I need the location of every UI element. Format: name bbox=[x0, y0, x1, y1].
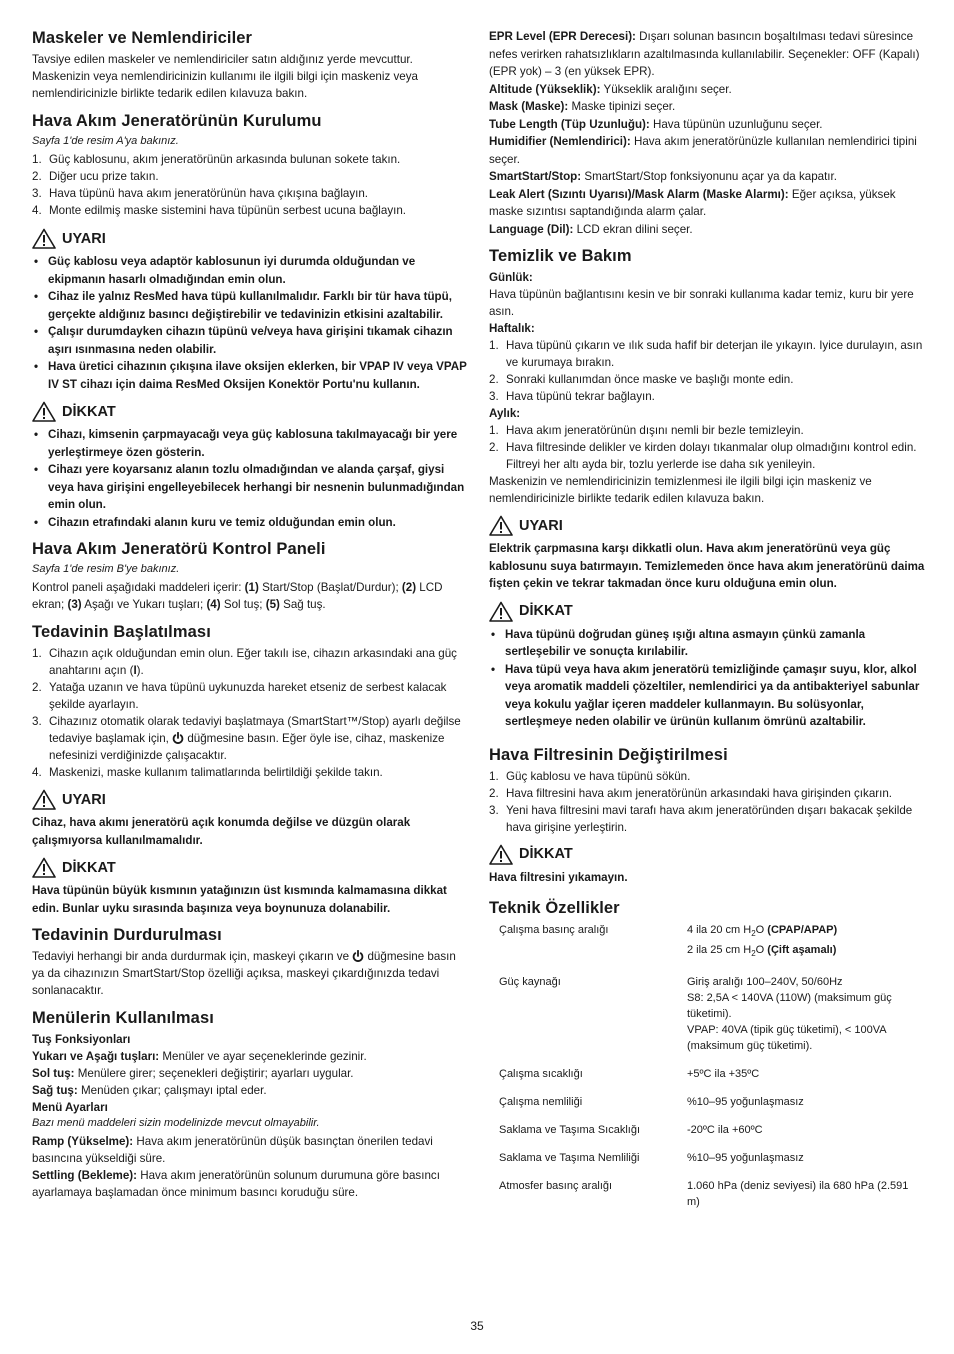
caution-text: Hava tüpünün büyük kısmının yatağınızın üst kısmında kalmamasına dikkat edin. Bunlar uyku sırasında başınıza veya boynunuza dolanabilir. bbox=[32, 884, 447, 915]
list-item: • Hava tüpünü doğrudan güneş ışığı altına asmayın çünkü zamanla sertleşebilir ve sonuçta kırılabilir. bbox=[489, 626, 926, 661]
section-title: Menülerin Kullanılması bbox=[32, 1009, 214, 1027]
spec-value: %10–95 yoğunlaşmasız bbox=[687, 1152, 804, 1165]
key-definition: Sağ tuş: Menüden çıkar; çalışmayı iptal eder. bbox=[32, 1084, 267, 1097]
list-item: 2. Sonraki kullanımdan önce maske ve başlığı monte edin. bbox=[489, 373, 794, 386]
section-control-panel bbox=[32, 539, 468, 613]
menu-definition: Leak Alert (Sızıntı Uyarısı)/Mask Alarm (Maske Alarmı): Eğer açıksa, yüksek maske sızıntısı saptandığında alarm çalar. bbox=[489, 187, 896, 218]
section-title: Hava Akım Jeneratörü Kontrol Paneli bbox=[32, 540, 326, 558]
section-body: Hava tüpünün bağlantısını kesin ve bir sonraki kullanıma kadar temiz, kuru bir yere asın. bbox=[489, 288, 914, 318]
table-row bbox=[489, 1178, 919, 1222]
steps-list bbox=[32, 645, 468, 781]
list-item: • Hava üretici cihazının çıkışına ilave oksijen eklerken, bir VPAP IV veya VPAP IV ST cihazı için daima ResMed Oksijen Konektör Portu'nu kullanın. bbox=[32, 358, 468, 393]
caution-box bbox=[489, 601, 926, 731]
warning-triangle-icon bbox=[32, 401, 56, 422]
table-row bbox=[489, 1094, 919, 1122]
list-item: 3. Cihazınız otomatik olarak tedaviyi başlatmaya (SmartStart™/Stop) ayarlı değilse tedaviye başlamak için, düğmesine basın. Eğer öyle ise, cihaz, maskenize nefesinizi verdiğinizde çalışacaktır. bbox=[32, 715, 461, 762]
steps-list bbox=[32, 151, 468, 219]
spec-key: Saklama ve Taşıma Nemliliği bbox=[499, 1152, 640, 1165]
section-title: Maskeler ve Nemlendiriciler bbox=[32, 29, 253, 47]
section-setup bbox=[32, 111, 468, 219]
spec-key: Çalışma nemliliği bbox=[499, 1096, 583, 1109]
section-title: Temizlik ve Bakım bbox=[489, 247, 632, 265]
menu-definition: Altitude (Yükseklik): Yükseklik aralığını seçer. bbox=[489, 82, 732, 96]
warning-list bbox=[32, 253, 468, 393]
section-masks bbox=[32, 28, 468, 102]
list-item: 1. Cihazın açık olduğundan emin olun. Eğer takılı ise, cihazın arkasındaki ana güç anahtarını açın (I). bbox=[32, 647, 457, 677]
warning-heading: UYARI bbox=[489, 515, 926, 536]
spec-key: Saklama ve Taşıma Sıcaklığı bbox=[499, 1124, 641, 1137]
section-body: Maskenizin ve nemlendiricinizin temizlenmesi ile ilgili bilgi için maskeniz ve nemlendiricinizle birlikte tedarik edilen kılavuza bakın. bbox=[489, 475, 872, 505]
list-item: 2. Hava filtresini hava akım jeneratörünün arkasındaki hava girişinden çıkarın. bbox=[489, 786, 893, 800]
caution-heading: DİKKAT bbox=[32, 401, 468, 422]
note: Bazı menü maddeleri sizin modelinizde mevcut olmayabilir. bbox=[32, 1117, 320, 1129]
key-definition: Sol tuş: Menülere girer; seçenekleri değiştirir; ayarları uygular. bbox=[32, 1067, 354, 1080]
section-menus bbox=[32, 1008, 468, 1201]
caution-heading: DİKKAT bbox=[32, 857, 468, 878]
section-title: Tedavinin Başlatılması bbox=[32, 623, 211, 641]
caution-list bbox=[489, 626, 926, 731]
list-item: • Güç kablosu veya adaptör kablosunun iyi durumda olduğundan ve ekipmanın hasarlı olmadığından emin olun. bbox=[32, 253, 468, 288]
list-item: • Cihazı, kimsenin çarpmayacağı veya güç kablosuna takılmayacağı bir yere yerleştirmeye özen gösterin. bbox=[32, 426, 468, 461]
spec-value: +5ºC ila +35ºC bbox=[687, 1068, 760, 1081]
warning-heading: UYARI bbox=[32, 789, 468, 810]
section-title: Hava Filtresinin Değiştirilmesi bbox=[489, 745, 728, 764]
list-item: 3. Hava tüpünü hava akım jeneratörünün hava çıkışına bağlayın. bbox=[32, 187, 369, 200]
list-item: • Hava tüpü veya hava akım jeneratörü temizliğinde çamaşır suyu, klor, alkol veya aromatik maddeli çözeltiler, nemlendirici ya da antibakteriyel sabunlar veya kokulu yağlar içeren maddeler kullanmayın. Bu solüsyonlar, sertleşmeye neden olabilir ve ürünün kullanım ömrünü azaltabilir. bbox=[489, 661, 926, 731]
table-row bbox=[489, 1066, 919, 1094]
menu-definition: Language (Dil): LCD ekran dilini seçer. bbox=[489, 222, 693, 236]
list-item: 2. Hava filtresinde delikler ve kirden dolayı tıkanmalar olup olmadığını kontrol edin. Filtreyi her altı ayda bir, tozlu yerlerde ise daha sık yenileyin. bbox=[489, 441, 917, 471]
caution-box bbox=[489, 844, 926, 887]
spec-value: 4 ila 20 cm $H_2O$ (CPAP/APAP) 2 ila 25 cm $H_2O$ (Çift aşamalı) bbox=[687, 924, 838, 959]
caution-box bbox=[32, 401, 468, 531]
section-body: Tavsiye edilen maskeler ve nemlendiriciler satın aldığınız yerde mevcuttur. Maskenizin veya nemlendiricinizin kullanımı ile ilgili bilgi için maskeniz veya nemlendiricinizle birlikte tedarik edilen kılavuza bakın. bbox=[32, 53, 418, 100]
subheading: Haftalık: bbox=[489, 322, 535, 335]
section-title: Teknik Özellikler bbox=[489, 899, 620, 917]
warning-box bbox=[489, 515, 926, 593]
section-cleaning bbox=[489, 246, 926, 507]
list-item: 1. Güç kablosunu, akım jeneratörünün arkasında bulunan sokete takın. bbox=[32, 153, 401, 166]
subheading: Günlük: bbox=[489, 271, 533, 284]
caution-box bbox=[32, 857, 468, 917]
spec-value: %10–95 yoğunlaşmasız bbox=[687, 1096, 804, 1109]
caution-text: Hava filtresini yıkamayın. bbox=[489, 870, 628, 884]
warning-triangle-icon bbox=[489, 515, 513, 536]
list-item: 1. Hava akım jeneratörünün dışını nemli bir bezle temizleyin. bbox=[489, 424, 804, 437]
menu-definition: EPR Level (EPR Derecesi): Dışarı solunan basıncın boşaltılması tedavi süresince nefes verirken rahatsızlıkların azaltılmasında kullanılabilir. Seçenekler: OFF (Kapalı) (EPR yok) – 3 (en yüksek EPR). bbox=[489, 30, 920, 78]
spec-table bbox=[489, 922, 919, 1222]
caution-heading: DİKKAT bbox=[489, 844, 926, 865]
section-body: Tedaviyi herhangi bir anda durdurmak için, maskeyi çıkarın ve düğmesine basın ya da cihazınızın SmartStart/Stop özelliği açıksa, maskeyi çıkardığınızda tedavi sonlanacaktır. bbox=[32, 950, 456, 997]
list-item: • Cihazın etrafındaki alanın kuru ve temiz olduğundan emin olun. bbox=[32, 514, 468, 532]
section-title: Tedavinin Durdurulması bbox=[32, 926, 222, 944]
subheading: Menü Ayarları bbox=[32, 1101, 108, 1114]
menu-definition: Settling (Bekleme): Hava akım jeneratörünün solunum durumuna göre basıncı ayarlamaya başlamadan önce minimum basıncı koruduğu süre. bbox=[32, 1169, 440, 1199]
figure-reference: Sayfa 1'de resim B'ye bakınız. bbox=[32, 563, 180, 575]
spec-key: Çalışma sıcaklığı bbox=[499, 1068, 583, 1081]
warning-text: Elektrik çarpmasına karşı dikkatli olun. Hava akım jeneratörünü veya güç kablosunu suya batırmayın. Temizlemeden önce hava akım jeneratörünü daima fişten çekin ve tekrar takmadan önce kuru olduğuna emin olun. bbox=[489, 542, 925, 590]
table-row bbox=[489, 1150, 919, 1178]
warning-box bbox=[32, 789, 468, 849]
spec-key: Çalışma basınç aralığı bbox=[499, 924, 609, 936]
subheading: Tuş Fonksiyonları bbox=[32, 1033, 131, 1046]
section-stop-therapy bbox=[32, 925, 468, 999]
warning-triangle-icon bbox=[32, 857, 56, 878]
warning-heading: UYARI bbox=[32, 228, 468, 249]
list-item: 4. Monte edilmiş maske sistemini hava tüpünün serbest ucuna bağlayın. bbox=[32, 204, 407, 217]
table-row bbox=[489, 974, 919, 1066]
spec-key: Güç kaynağı bbox=[499, 976, 561, 989]
list-item: 4. Maskenizi, maske kullanım talimatlarında belirtildiği şekilde takın. bbox=[32, 766, 383, 779]
power-button-icon bbox=[352, 950, 364, 962]
list-item: • Çalışır durumdayken cihazın tüpünü ve/veya hava girişini tıkamak cihazın aşırı ısınmasına neden olabilir. bbox=[32, 323, 468, 358]
section-title: Hava Akım Jeneratörünün Kurulumu bbox=[32, 112, 322, 130]
section-body: Kontrol paneli aşağıdaki maddeleri içerir: (1) Start/Stop (Başlat/Durdur); (2) LCD ekran; (3) Aşağı ve Yukarı tuşları; (4) Sol tuş; (5) Sağ tuş. bbox=[32, 581, 443, 611]
subheading: Aylık: bbox=[489, 407, 521, 420]
spec-value: Giriş aralığı 100–240V, 50/60Hz S8: 2,5A < 140VA (110W) (maksimum güç tüketimi). VPAP: 40VA (tipik güç tüketimi), < 100VA (maksimum güç tüketimi). bbox=[687, 976, 892, 1053]
right-column bbox=[489, 28, 926, 1231]
menu-definition: Humidifier (Nemlendirici): Hava akım jeneratörünüzle kullanılan nemlendirici tipini seçer. bbox=[489, 135, 917, 166]
list-item: 1. Hava tüpünü çıkarın ve ılık suda hafif bir deterjan ile yıkayın. Iyice durulayın, asın ve kurumaya bırakın. bbox=[489, 339, 923, 369]
steps-list bbox=[489, 422, 926, 473]
table-row bbox=[489, 1122, 919, 1150]
steps-list bbox=[489, 337, 926, 405]
page-number: 35 bbox=[470, 1319, 484, 1333]
warning-triangle-icon bbox=[32, 789, 56, 810]
menu-definition: Tube Length (Tüp Uzunluğu): Hava tüpünün uzunluğunu seçer. bbox=[489, 117, 823, 131]
warning-triangle-icon bbox=[489, 844, 513, 865]
list-item: 3. Yeni hava filtresini mavi tarafı hava akım jeneratöründen dışarı bakacak şekilde hava girişine yerleştirin. bbox=[489, 803, 913, 834]
warning-triangle-icon bbox=[489, 601, 513, 622]
left-column bbox=[32, 28, 468, 1210]
power-button-icon bbox=[172, 732, 184, 744]
caution-heading: DİKKAT bbox=[489, 601, 926, 622]
section-start-therapy bbox=[32, 622, 468, 781]
warning-text: Cihaz, hava akımı jeneratörü açık konumda değilse ve düzgün olarak çalışmıyorsa kullanılmamalıdır. bbox=[32, 816, 411, 847]
list-item: 1. Güç kablosu ve hava tüpünü sökün. bbox=[489, 769, 691, 783]
warning-triangle-icon bbox=[32, 228, 56, 249]
key-definition: Yukarı ve Aşağı tuşları: Menüler ve ayar seçeneklerinde gezinir. bbox=[32, 1050, 367, 1063]
list-item: 2. Yatağa uzanın ve hava tüpünü uykunuzda hareket etseniz de serbest kalacak şekilde ayarlayın. bbox=[32, 681, 447, 711]
menu-definition: SmartStart/Stop: SmartStart/Stop fonksiyonunu açar ya da kapatır. bbox=[489, 170, 837, 183]
list-item: • Cihaz ile yalnız ResMed hava tüpü kullanılmalıdır. Farklı bir tür hava tüpü, gerçekte aldığınız basıncı değiştirebilir ve tedavinizin etkisini azaltabilir. bbox=[32, 288, 468, 323]
spec-value: -20ºC ila +60ºC bbox=[687, 1124, 763, 1137]
caution-list bbox=[32, 426, 468, 531]
spec-value: 1.060 hPa (deniz seviyesi) ila 680 hPa (2.591 m) bbox=[687, 1180, 909, 1209]
list-item: 2. Diğer ucu prize takın. bbox=[32, 170, 159, 183]
list-item: • Cihazı yere koyarsanız alanın tozlu olmadığından ve alanda çarşaf, giysi veya hava girişini engelleyebilecek herhangi bir nesnenin bulunmadığından emin olun. bbox=[32, 461, 468, 514]
table-row bbox=[489, 922, 919, 974]
menu-definition: Ramp (Yükselme): Hava akım jeneratörünün düşük basınçtan önerilen tedavi basıncına yükseldiği süre. bbox=[32, 1135, 433, 1165]
list-item: 3. Hava tüpünü tekrar bağlayın. bbox=[489, 390, 655, 403]
warning-box bbox=[32, 228, 468, 393]
figure-reference: Sayfa 1'de resim A'ya bakınız. bbox=[32, 135, 179, 147]
section-filter bbox=[489, 745, 926, 836]
spec-key: Atmosfer basınç aralığı bbox=[499, 1180, 613, 1193]
menu-definition: Mask (Maske): Maske tipinizi seçer. bbox=[489, 100, 676, 113]
menu-definitions bbox=[489, 28, 926, 238]
section-specs bbox=[489, 898, 926, 1222]
steps-list bbox=[489, 768, 926, 836]
